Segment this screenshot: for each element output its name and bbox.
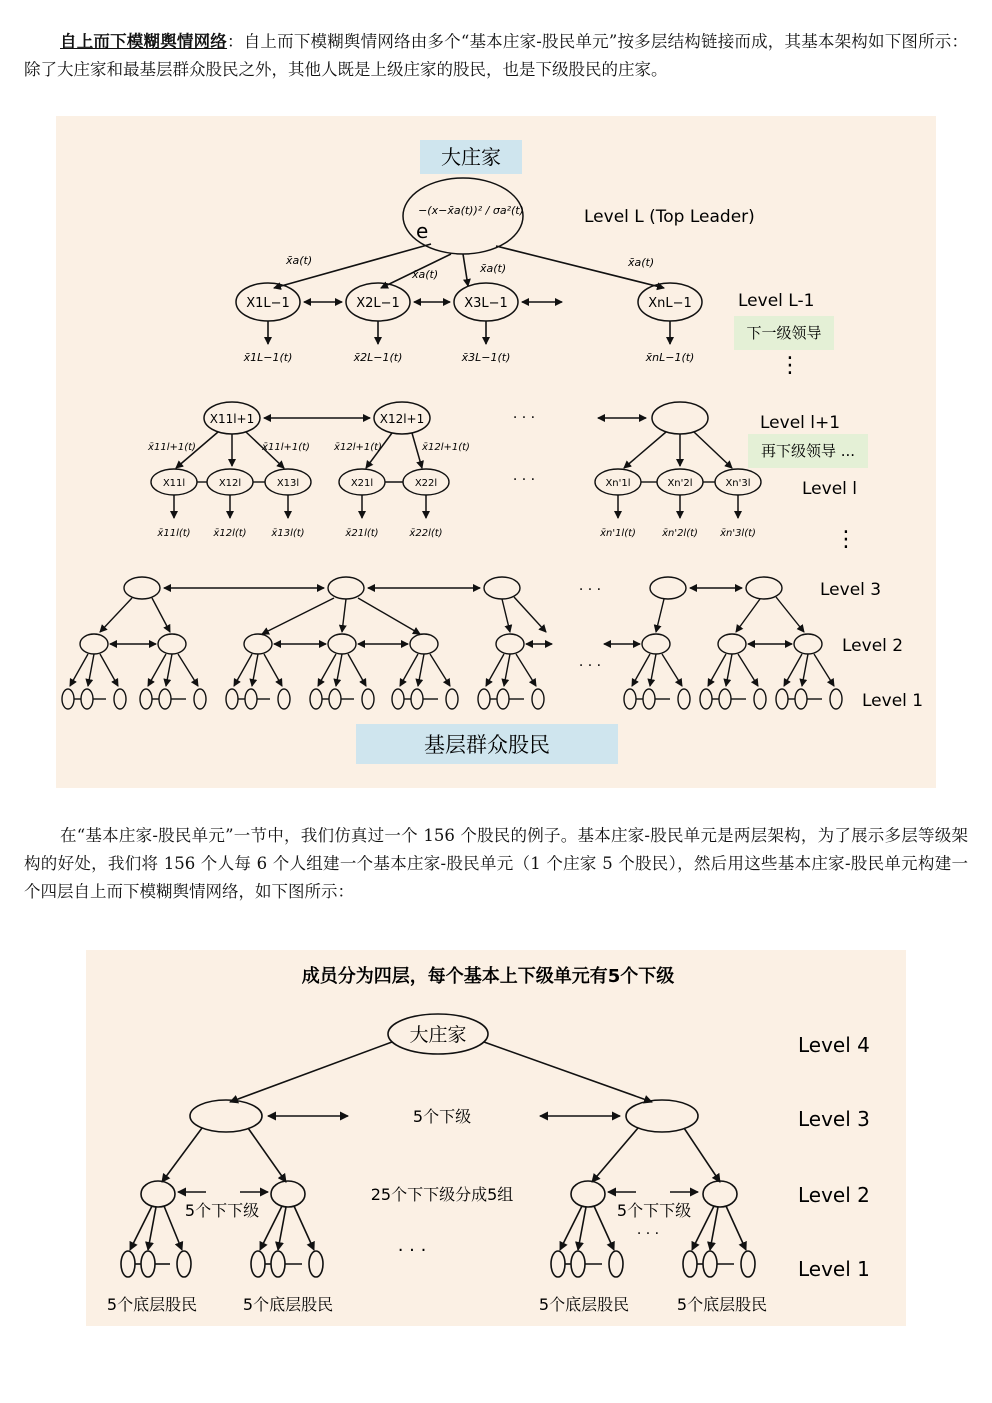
top-leader-label: 大庄家 [441, 145, 501, 169]
fig2-bottom-label-4: 5个底层股民 [676, 1295, 768, 1314]
node-L1-n: XnL−1 [648, 296, 692, 311]
example-paragraph [24, 822, 968, 906]
node-l-2: X12l [218, 478, 242, 489]
vdots-1: ⋮ [779, 353, 801, 378]
fig2-level-2: Level 2 [798, 1183, 870, 1207]
output-l-3: x̄13l(t) [271, 528, 305, 539]
next-leader-label: 下一级领导 [746, 324, 822, 342]
edge-lp-3: x̄12l+1(t) [334, 442, 382, 453]
level-3-label: Level 3 [820, 580, 882, 600]
fig2-ellipsis-right: · · · [636, 1226, 660, 1242]
output-l-4: x̄21l(t) [345, 528, 379, 539]
ellipsis-l2: · · · [578, 658, 602, 674]
output-l-7: x̄n'2l(t) [662, 528, 698, 539]
term-heading: 自上而下模糊舆情网络 [60, 32, 228, 51]
level-L1-label: Level L-1 [738, 291, 815, 311]
figure2-background [86, 950, 906, 1326]
edge-lp-4: x̄12l+1(t) [422, 442, 470, 453]
output-L1-n: x̄nL−1(t) [645, 351, 695, 364]
node-L1-3: X3L−1 [464, 296, 508, 311]
node-l-4: X21l [350, 478, 374, 489]
output-l-8: x̄n'3l(t) [720, 528, 756, 539]
output-L1-1: x̄1L−1(t) [243, 351, 293, 364]
output-l-6: x̄n'1l(t) [600, 528, 636, 539]
ellipsis-lp: · · · [512, 410, 536, 426]
fig2-bottom-label-1: 5个底层股民 [106, 1295, 198, 1314]
fig2-level-3: Level 3 [798, 1107, 870, 1131]
output-l-1: x̄11l(t) [157, 528, 191, 539]
ellipsis-l3: · · · [578, 582, 602, 598]
next-next-leader-label: 再下级领导 ... [760, 442, 856, 460]
node-L1-2: X2L−1 [356, 296, 400, 311]
formula-exponent: −(x−x̄a(t))² / σa²(t) [418, 204, 524, 217]
intro-paragraph [24, 28, 968, 84]
node-l-5: X22l [414, 478, 438, 489]
level-2-label: Level 2 [842, 636, 904, 656]
edge-lp-1: x̄11l+1(t) [148, 442, 196, 453]
fig2-twenty-five: 25个下下级分成5组 [370, 1185, 514, 1204]
figure-four-level-network [86, 950, 906, 1326]
node-lp-1: X11l+1 [209, 412, 255, 426]
node-L1-1: X1L−1 [246, 296, 290, 311]
fig2-bottom-label-2: 5个底层股民 [242, 1295, 334, 1314]
node-l-7: Xn'2l [667, 478, 693, 489]
figure2-title: 成员分为四层，每个基本上下级单元有5个下级 [301, 966, 675, 987]
node-l-6: Xn'1l [605, 478, 631, 489]
edge-label-4: x̄a(t) [628, 256, 655, 269]
level-1-label: Level 1 [862, 691, 924, 711]
fig2-bottom-label-3: 5个底层股民 [538, 1295, 630, 1314]
fig2-level-4: Level 4 [798, 1033, 870, 1057]
level-lplus-label: Level l+1 [760, 413, 841, 433]
level-l-label: Level l [802, 479, 858, 499]
node-lp-2: X12l+1 [379, 412, 425, 426]
fig2-ellipsis-mid: · · · [397, 1240, 427, 1261]
output-l-2: x̄12l(t) [213, 528, 247, 539]
fig2-level-1: Level 1 [798, 1257, 870, 1281]
output-L1-2: x̄2L−1(t) [353, 351, 403, 364]
output-l-5: x̄22l(t) [409, 528, 443, 539]
edge-label-1: x̄a(t) [286, 254, 313, 267]
output-L1-3: x̄3L−1(t) [461, 351, 511, 364]
node-l-8: Xn'3l [725, 478, 751, 489]
intro-text: ：自上而下模糊舆情网络由多个“基本庄家-股民单元”按多层结构链接而成，其基本架构如下图所示：除了大庄家和最基层群众股民之外，其他人既是上级庄家的股民，也是下级股民的庄家。 [24, 32, 968, 79]
vdots-2: ⋮ [835, 527, 857, 552]
node-l-1: X11l [162, 478, 186, 489]
figure-hierarchy-network [56, 116, 936, 788]
edge-lp-2: x̄11l+1(t) [262, 442, 310, 453]
fig2-top-label: 大庄家 [409, 1024, 467, 1046]
edge-label-3: x̄a(t) [480, 262, 507, 275]
edge-label-2: x̄a(t) [412, 268, 439, 281]
ellipsis-l: · · · [512, 472, 536, 488]
fig2-five-sub-left: 5个下下级 [184, 1201, 260, 1220]
formula-e: e [416, 219, 429, 243]
bottom-label: 基层群众股民 [424, 733, 550, 757]
level-L-label: Level L (Top Leader) [584, 207, 755, 227]
node-l-3: X13l [276, 478, 300, 489]
example-text: 在“基本庄家-股民单元”一节中，我们仿真过一个 156 个股民的例子。基本庄家-股民单元是两层架构，为了展示多层等级架构的好处，我们将 156 个人每 6 个人组建一个基本庄家-股民单元（1 个庄家 5 个股民），然后用这些基本庄家-股民单元构建一个四层自上而下模糊舆情网络，如下图所示： [24, 826, 968, 901]
fig2-five-subordinates: 5个下级 [412, 1107, 472, 1126]
fig2-five-sub-right: 5个下下级 [616, 1201, 692, 1220]
